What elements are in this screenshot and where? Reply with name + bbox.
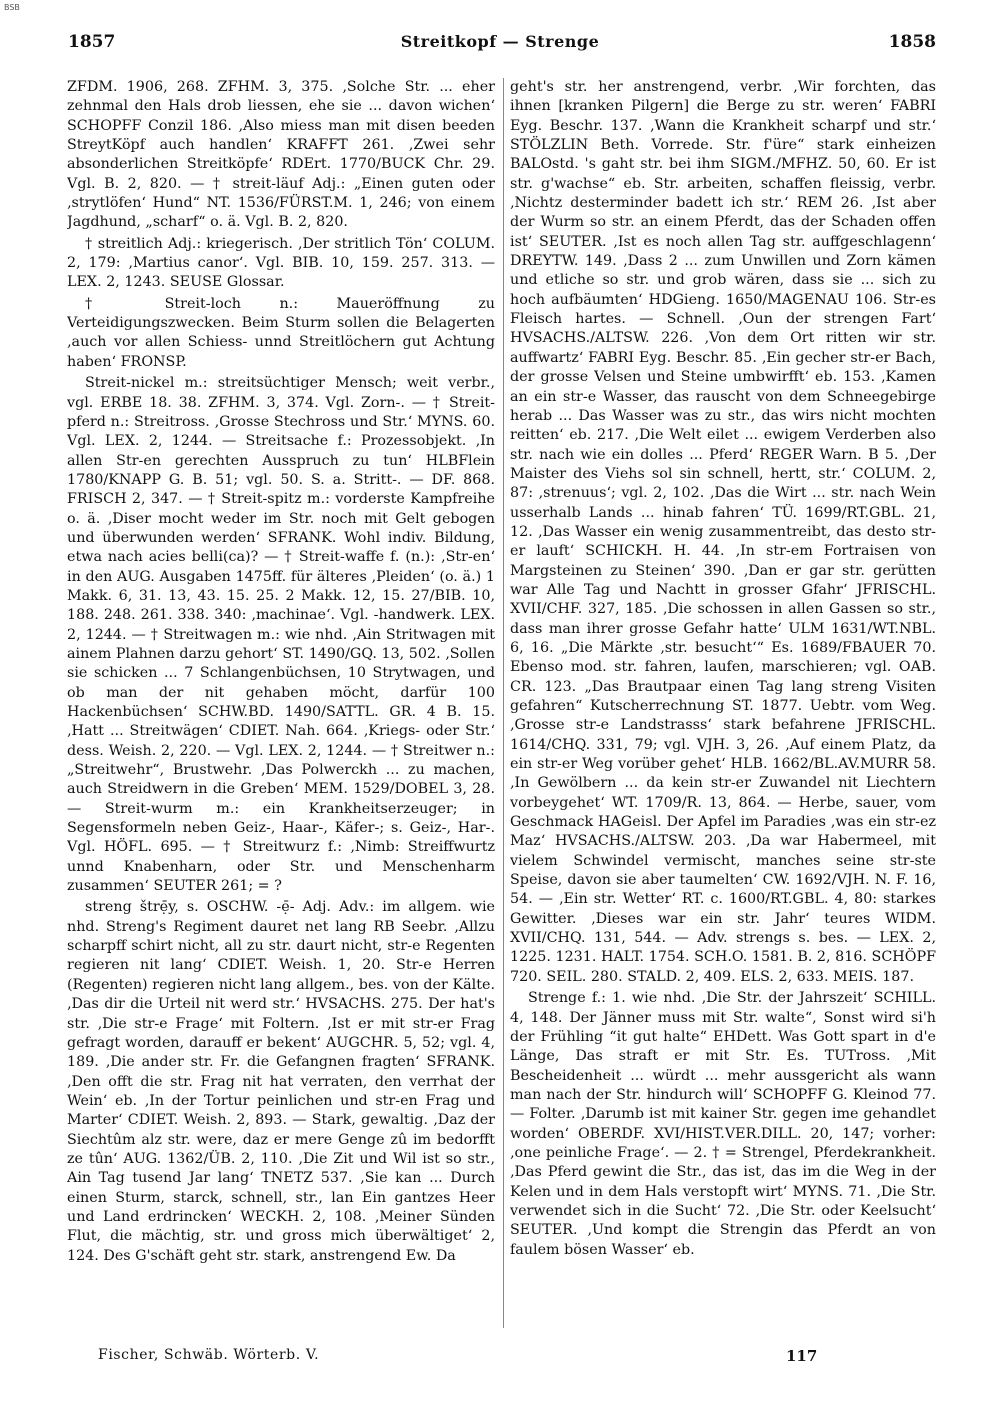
right-column: [510, 78, 936, 1328]
library-stamp: BSB: [4, 3, 20, 12]
entry-streit-nickel: Streit-nickel m.: streitsüchtiger Mensch; weit verbr., vgl. ERBE 18. 38. ZFHM. 3, 374. Vgl. Zorn-. — † Streit-pferd n.: Streitross. ‚Grosse Stechross und Str.‘ MYNS. 60. Vgl. LEX. 2, 1244. — Streitsache f.: Prozessobjekt. ‚In allen Str-en gerechten Ausspruch zu tun‘ HLBFlein 1780/KNAPP G. B. 51; vgl. 50. S. a. Stritt-. — DF. 868. FRISCH 2, 347. — † Streit-spitz m.: vorderste Kampfreihe o. ä. ‚Diser mocht weder im Str. noch mit Gelt gebogen und überwunden werden‘ SFRANK. Wohl indiv. Bildung, etwa nach acies belli(ca)? — † Streit-waffe f. (n.): ‚Str-en‘ in den AUG. Ausgaben 1475ff. für älteres ‚Pleiden‘ (o. ä.) 1 Makk. 6, 31. 13, 43. 15. 25. 2 Makk. 12, 15. 27/BIB. 10, 188. 248. 261. 338. 340: ‚machinae‘. Vgl. -handwerk. LEX. 2, 1244. — † Streitwagen m.: wie nhd. ‚Ain Stritwagen mit ainem Plahnen darzu gehort‘ ST. 1490/GQ. 13, 502. ‚Sollen sie schicken ... 7 Schlangenbüchsen, 10 Strytwagen, und ob man der nit gehaben möcht, darfür 100 Hackenbüchsen‘ SCHW.BD. 1490/SATTL. GR. 4 B. 15. ‚Hatt ... Streitwägen‘ CDIET. Nah. 664. ‚Kriegs- oder Str.‘ dess. Weish. 2, 220. — Vgl. LEX. 2, 1244. — † Streitwer n.: „Streitwehr“, Brustwehr. ‚Das Polwerckh ... zu machen, auch Streidwern in die Greben‘ MEM. 1529/DOBEL 3, 28. — Streit-wurm m.: ein Krankheitserzeuger; in Segensformeln neben Geiz-, Haar-, Käfer-; s. Geiz-, Har-. Vgl. HÖFL. 695. — † Streitwurz f.: ‚Nimb: Streiffwurtz unnd Knabenharn, oder Str. und Menschenharm zusammen‘ SEUTER 261; = ?: [67, 375, 495, 895]
entry-streng: streng štrẹ̄y, s. OSCHW. -ẹ̄- Adj. Adv.: im allgem. wie nhd. Streng's Regiment dauret net lang RB Seebr. ‚Allzu scharpff schirt nicht, all zu str. daurt nicht, str-e Regenten regieren nit lang‘ CDIET. Weish. 1, 20. Str-e Herren (Regenten) regieren nicht lang allgem., bes. von der Kälte. ‚Das dir die Urteil nit werd str.‘ HVSACHS. 275. Der hat's str. ‚Die str-e Frage‘ mit Foltern. ‚Ist er mit str-er Frag gefragt worden, darauff er bekent‘ AUGCHR. 5, 52; vgl. 4, 189. ‚Die ander str. Fr. die Gefangnen fragten‘ SFRANK. ‚Den offt die str. Frag nit hat verraten, den verrhat der Wein‘ eb. ‚In der Tortur peinlichen und str-en Frag und Marter‘ CDIET. Weish. 2, 893. — Stark, gewaltig. ‚Daz der Siechtûm alz str. were, daz er mere Genge zû im bedorfft ze tûn‘ AUG. 1362/ÜB. 2, 110. ‚Die Zit und Wil ist so str., Ain Tag tusend Jar lang‘ TNETZ 537. ‚Sie kan ... Durch einen Sturm, starck, schnell, str., lan Ein gantzes Heer und Land erdrincken‘ WECKH. 2, 108. ‚Meiner Sünden Flut, die mächtig, str. und gross mich überwältiget‘ 2, 124. Des G'schäft geht str. stark, anstrengend Ew. Da: [67, 899, 495, 1264]
page-header: [0, 32, 1000, 62]
entry-streitkopf: ZFDM. 1906, 268. ZFHM. 3, 375. ‚Solche Str. ... eher zehnmal den Hals drob liessen, ehe sie ... davon wichen‘ SCHOPFF Conzil 186. ‚Also miess man mit disen beeden StreytKöpf auch handlen‘ KRAFFT 261. ‚Zwei sehr absonderlichen Streitköpfe‘ RDErt. 1770/BUCK Chr. 29. Vgl. B. 2, 820. — † streit-läuf Adj.: „Einen guten oder ‚strytlöfen‘ Hund“ NT. 1536/FÜRST.M. 1, 246; von einem Jagdhund, „scharf“ o. ä. Vgl. B. 2, 820.: [67, 79, 495, 231]
entry-streitlich: † streitlich Adj.: kriegerisch. ‚Der stritlich Tön‘ COLUM. 2, 179: ‚Martius canor‘. Vgl. BIB. 10, 159. 257. 313. — LEX. 2, 1243. SEUSE Glossar.: [67, 235, 495, 291]
page-number-left: 1857: [68, 32, 116, 52]
page-number-right: 1858: [888, 32, 936, 52]
entry-streit-loch: † Streit-loch n.: Maueröffnung zu Verteidigungszwecken. Beim Sturm sollen die Belagerten ‚auch vor allen Schiess- unnd Streitlöchern gut Achtung haben‘ FRONSP.: [67, 295, 495, 370]
page-title: Streitkopf — Strenge: [400, 32, 600, 51]
footer-page-number: 117: [786, 1347, 818, 1365]
column-divider: [503, 78, 504, 1328]
entry-streng-continued: geht's str. her anstrengend, verbr. ‚Wir forchten, das ihnen [kranken Pilgern] die Berge zu str. weren‘ FABRI Eyg. Beschr. 137. ‚Wann die Krankheit scharpf und str.‘ STÖLZLIN Beth. Vorrede. Str. f'üre“ stark einheizen BALOstd. 's gaht str. bei ihm SIGM./MFHZ. 50, 60. Er ist str. g'wachse“ eb. Str. arbeiten, schaffen fleissig, verbr. ‚Nichtz desterminder badett ich str.‘ REM 26. ‚Ist aber der Wurm so str. an einem Pferdt, das der Schaden offen ist‘ SEUTER. ‚Ist es noch allen Tag str. auffgeschlagenn‘ DREYTW. 149. ‚Dass 2 ... zum Unwillen und Zorn kämen und etliche so str. und grob wären, dass sie ... sich zu hoch aufbäumten‘ HDGieng. 1650/MAGENAU 106. Str-es Fleisch hartes. — Schnell. ‚Oun der strengen Fart‘ HVSACHS./ALTSW. 226. ‚Von dem Ort ritten wir str. auffwartz‘ FABRI Eyg. Beschr. 85. ‚Ein gecher str-er Bach, der grosse Velsen und Steine umbwirfft‘ eb. 153. ‚Kamen an ein str-e Wasser, das rauscht von dem Schneegebirge herab ... Das Wasser was zu str., das wirs nicht mochten reitten‘ eb. 217. ‚Die Welt eilet ... ewigem Verderben also str. nach wie ein dolles ... Pferd‘ REGER Warn. B 5. ‚Der Maister des Viehs sol sin schnell, hertt, str.‘ COLUM. 2, 87: ‚strenuus‘; vgl. 2, 102. ‚Das die Wirt ... str. nach Wein usserhalb Lands ... hinab fahren‘ TÜ. 1699/RT.GBL. 21, 12. ‚Das Wasser ein wenig zusammentreibt, das desto str-er lauft‘ SCHICKH. H. 44. ‚In str-em Fortraisen von Margsteinen zu Steinen‘ 390. ‚Dan er gar str. gerütten war Alle Tag und Nachtt in grosser Gfahr‘ JFRISCHL. XVII/CHF. 327, 185. ‚Die schossen in allen Gassen so str., dass man ihrer grosse Gefahr hatte‘ ULM 1631/WT.NBL. 6, 16. „Die Märkte ‚str. besucht‘“ Es. 1689/FBAUER 70. Ebenso mod. str. fahren, laufen, marschieren; vgl. OAB. CR. 123. „Das Brautpaar einen Tag lang streng Visiten gefahren“ Kutscherrechnung ST. 1877. Uebtr. vom Weg. ‚Grosse str-e Landstrasss‘ stark befahrene JFRISCHL. 1614/CHQ. 331, 79; vgl. VJH. 3, 26. ‚Auf einem Platz, da ein str-er Weg vorüber gehet‘ HLB. 1662/BL.AV.MURR 58. ‚In Gewölbern ... da kein str-er Zuwandel nit Liechtern vorbeygehet‘ WT. 1709/R. 13, 864. — Herbe, sauer, vom Geschmack HAGeisl. Der Apfel im Paradies ‚was ein str-ez Maz‘ HVSACHS./ALTSW. 203. ‚Da war Habermeel, mit vielem Schwindel vermischt, manches seine str-ste Speise, davon sie aber taumelten‘ CW. 1692/VJH. N. F. 16, 54. — ‚Ein str. Wetter‘ RT. c. 1600/RT.GBL. 4, 80: starkes Gewitter. ‚Dieses war ein str. Jahr‘ teures WIDM. XVII/CHQ. 131, 544. — Adv. strengs s. bes. — LEX. 2, 1225. 1231. HALT. 1754. SCH.O. 1581. B. 2, 816. SCHÖPF 720. SEIL. 280. STALD. 2, 409. ELS. 2, 633. MEIS. 187.: [510, 79, 936, 985]
footer-author: Fischer, Schwäb. Wörterb. V.: [98, 1347, 320, 1363]
entry-strenge: Strenge f.: 1. wie nhd. ‚Die Str. der Jahrszeit‘ SCHILL. 4, 148. Der Jänner muss mit Str. walte“, Sonst wird si'h der Frühling “it gut halte“ EHDett. Was Gott spart in d'e Länge, Das straft er mit Str. Es. TUTross. ‚Mit Bescheidenheit ... würdt ... mehr aussgericht als wann man nach der Str. hindurch will‘ SCHOPFF G. Kleinod 77. — Folter. ‚Darumb ist mit kainer Str. gegen ime gehandlet worden‘ OBERDF. XVI/HIST.VER.DILL. 20, 147; vorher: ‚one peinliche Frage‘. — 2. † = Strengel, Pferdekrankheit. ‚Das Pferd gewint die Str., das ist, das im die Weg in der Kelen und in dem Hals verstopft wirt‘ MYNS. 71. ‚Die Str. verwendet sich in die Sucht‘ 72. ‚Die Str. oder Keelsucht‘ SEUTER. ‚Und kompt die Strengin das Pferdt an von faulem bösen Wasser‘ eb.: [510, 990, 936, 1258]
page-footer: [0, 1347, 1000, 1371]
left-column: [67, 78, 495, 1328]
